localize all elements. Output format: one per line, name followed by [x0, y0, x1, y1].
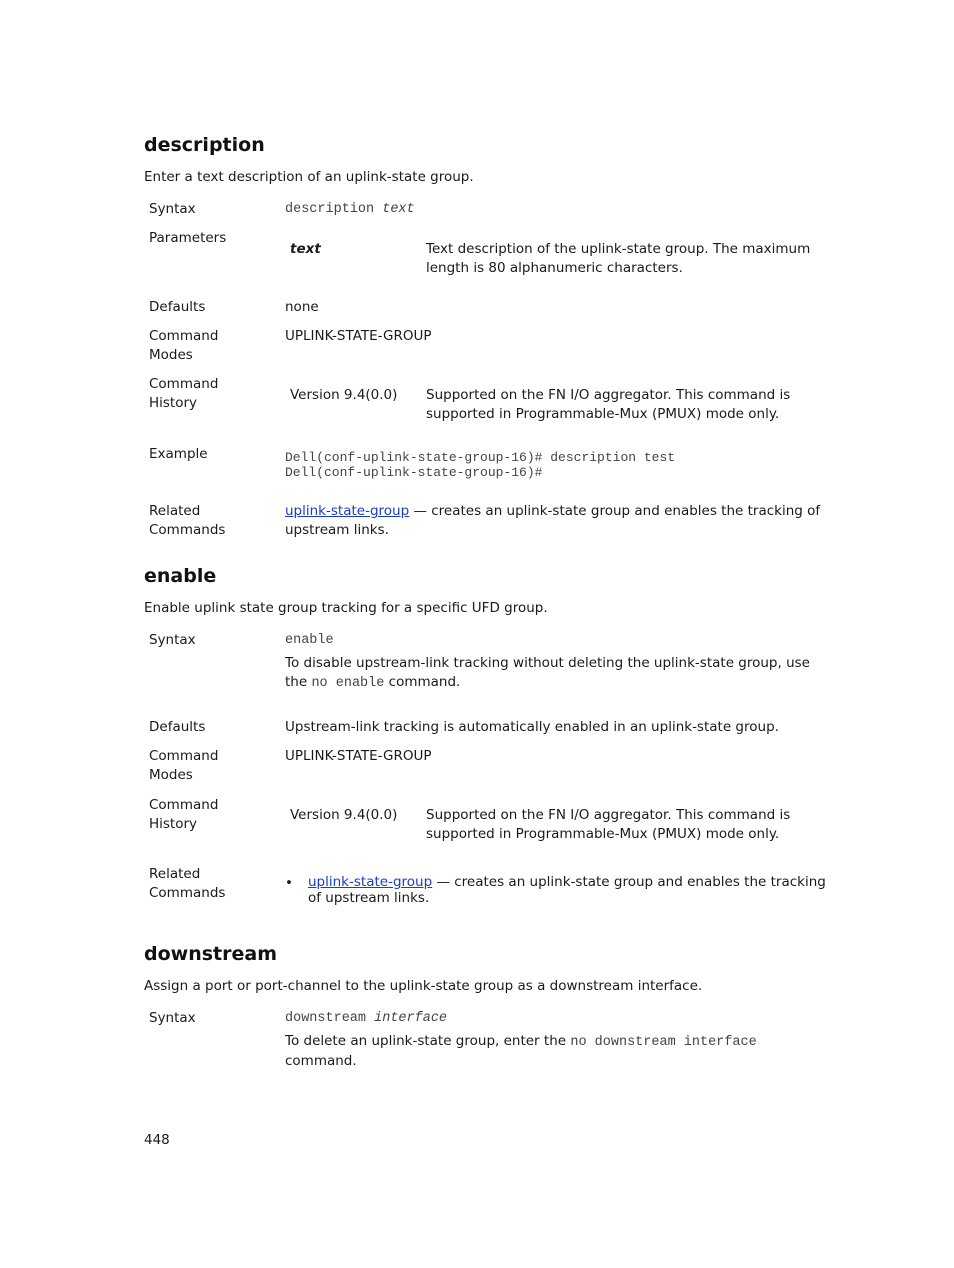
defaults-value: none	[285, 299, 319, 315]
related-commands-text: — creates an uplink-state group and enables the tracking of upstream links.	[285, 503, 821, 538]
syntax-note-code: no enable	[311, 676, 385, 691]
defaults-label: Defaults	[149, 299, 206, 315]
related-commands-text: — creates an uplink-state group and enables the tracking of upstream links.	[308, 874, 826, 906]
history-version: Version 9.4(0.0)	[290, 807, 398, 823]
command-modes-label-line-2: Modes	[149, 767, 193, 783]
command-modes-label	[149, 747, 274, 785]
command-modes-value: UPLINK-STATE-GROUP	[285, 748, 432, 764]
command-history-label-line-2: History	[149, 816, 198, 832]
syntax-label: Syntax	[149, 632, 196, 648]
related-label-line-1: Related	[149, 503, 201, 519]
section-title-description: description	[144, 134, 265, 156]
syntax-note-text: To disable upstream-link tracking without deleting the uplink-state group, use the	[285, 655, 810, 690]
section-intro: Assign a port or port-channel to the uplink-state group as a downstream interface.	[144, 978, 703, 994]
related-label-line-2: Commands	[149, 522, 226, 538]
related-commands-label	[149, 865, 274, 903]
section-intro: Enable uplink state group tracking for a specific UFD group.	[144, 600, 548, 616]
uplink-state-group-link[interactable]: uplink-state-group	[308, 874, 433, 890]
command-history-label	[149, 375, 274, 413]
history-version: Version 9.4(0.0)	[290, 387, 398, 403]
command-history-label	[149, 796, 274, 834]
command-history-label-line-1: Command	[149, 376, 219, 392]
example-line: Dell(conf-uplink-state-group-16)#	[285, 465, 543, 480]
syntax-command-name: description	[285, 202, 375, 217]
related-commands-value	[308, 874, 833, 906]
syntax-command-arg: text	[382, 202, 415, 217]
defaults-label: Defaults	[149, 719, 206, 735]
parameter-name: text	[290, 241, 321, 257]
syntax-note	[285, 1032, 830, 1071]
syntax-note-text: To delete an uplink-state group, enter the	[285, 1033, 571, 1049]
syntax-label: Syntax	[149, 201, 196, 217]
section-title-downstream: downstream	[144, 943, 277, 965]
example-code	[285, 450, 830, 480]
syntax-label: Syntax	[149, 1010, 196, 1026]
syntax-command-name: downstream	[285, 1011, 367, 1026]
example-label: Example	[149, 446, 208, 462]
parameters-label: Parameters	[149, 230, 227, 246]
uplink-state-group-link[interactable]: uplink-state-group	[285, 503, 410, 519]
syntax-command: enable	[285, 633, 334, 648]
syntax-command	[285, 200, 830, 219]
defaults-value: Upstream-link tracking is automatically enabled in an uplink-state group.	[285, 719, 779, 735]
parameter-description: Text description of the uplink-state group. The maximum length is 80 alphanumeric characters.	[426, 241, 811, 276]
command-history-label-line-1: Command	[149, 797, 219, 813]
bullet-marker: •	[285, 875, 293, 891]
related-commands-label	[149, 502, 274, 540]
related-label-line-1: Related	[149, 866, 201, 882]
syntax-note-text: command.	[285, 1053, 357, 1069]
syntax-note-code: no downstream interface	[570, 1035, 757, 1050]
syntax-note-text: command.	[384, 674, 461, 690]
command-modes-label-line-1: Command	[149, 748, 219, 764]
section-title-enable: enable	[144, 565, 217, 587]
command-modes-label-line-2: Modes	[149, 347, 193, 363]
example-line: Dell(conf-uplink-state-group-16)# description test	[285, 450, 676, 465]
command-history-label-line-2: History	[149, 395, 198, 411]
related-commands-value	[285, 502, 830, 540]
page-number: 448	[144, 1132, 170, 1148]
command-modes-value: UPLINK-STATE-GROUP	[285, 328, 432, 344]
history-description: Supported on the FN I/O aggregator. This command is supported in Programmable-Mux (PMUX) mode only.	[426, 807, 791, 842]
syntax-note	[285, 654, 830, 693]
section-intro: Enter a text description of an uplink-state group.	[144, 169, 474, 185]
history-description: Supported on the FN I/O aggregator. This command is supported in Programmable-Mux (PMUX) mode only.	[426, 387, 791, 422]
related-label-line-2: Commands	[149, 885, 226, 901]
syntax-command-arg: interface	[374, 1011, 448, 1026]
syntax-command	[285, 1009, 830, 1028]
command-modes-label	[149, 327, 274, 365]
command-modes-label-line-1: Command	[149, 328, 219, 344]
